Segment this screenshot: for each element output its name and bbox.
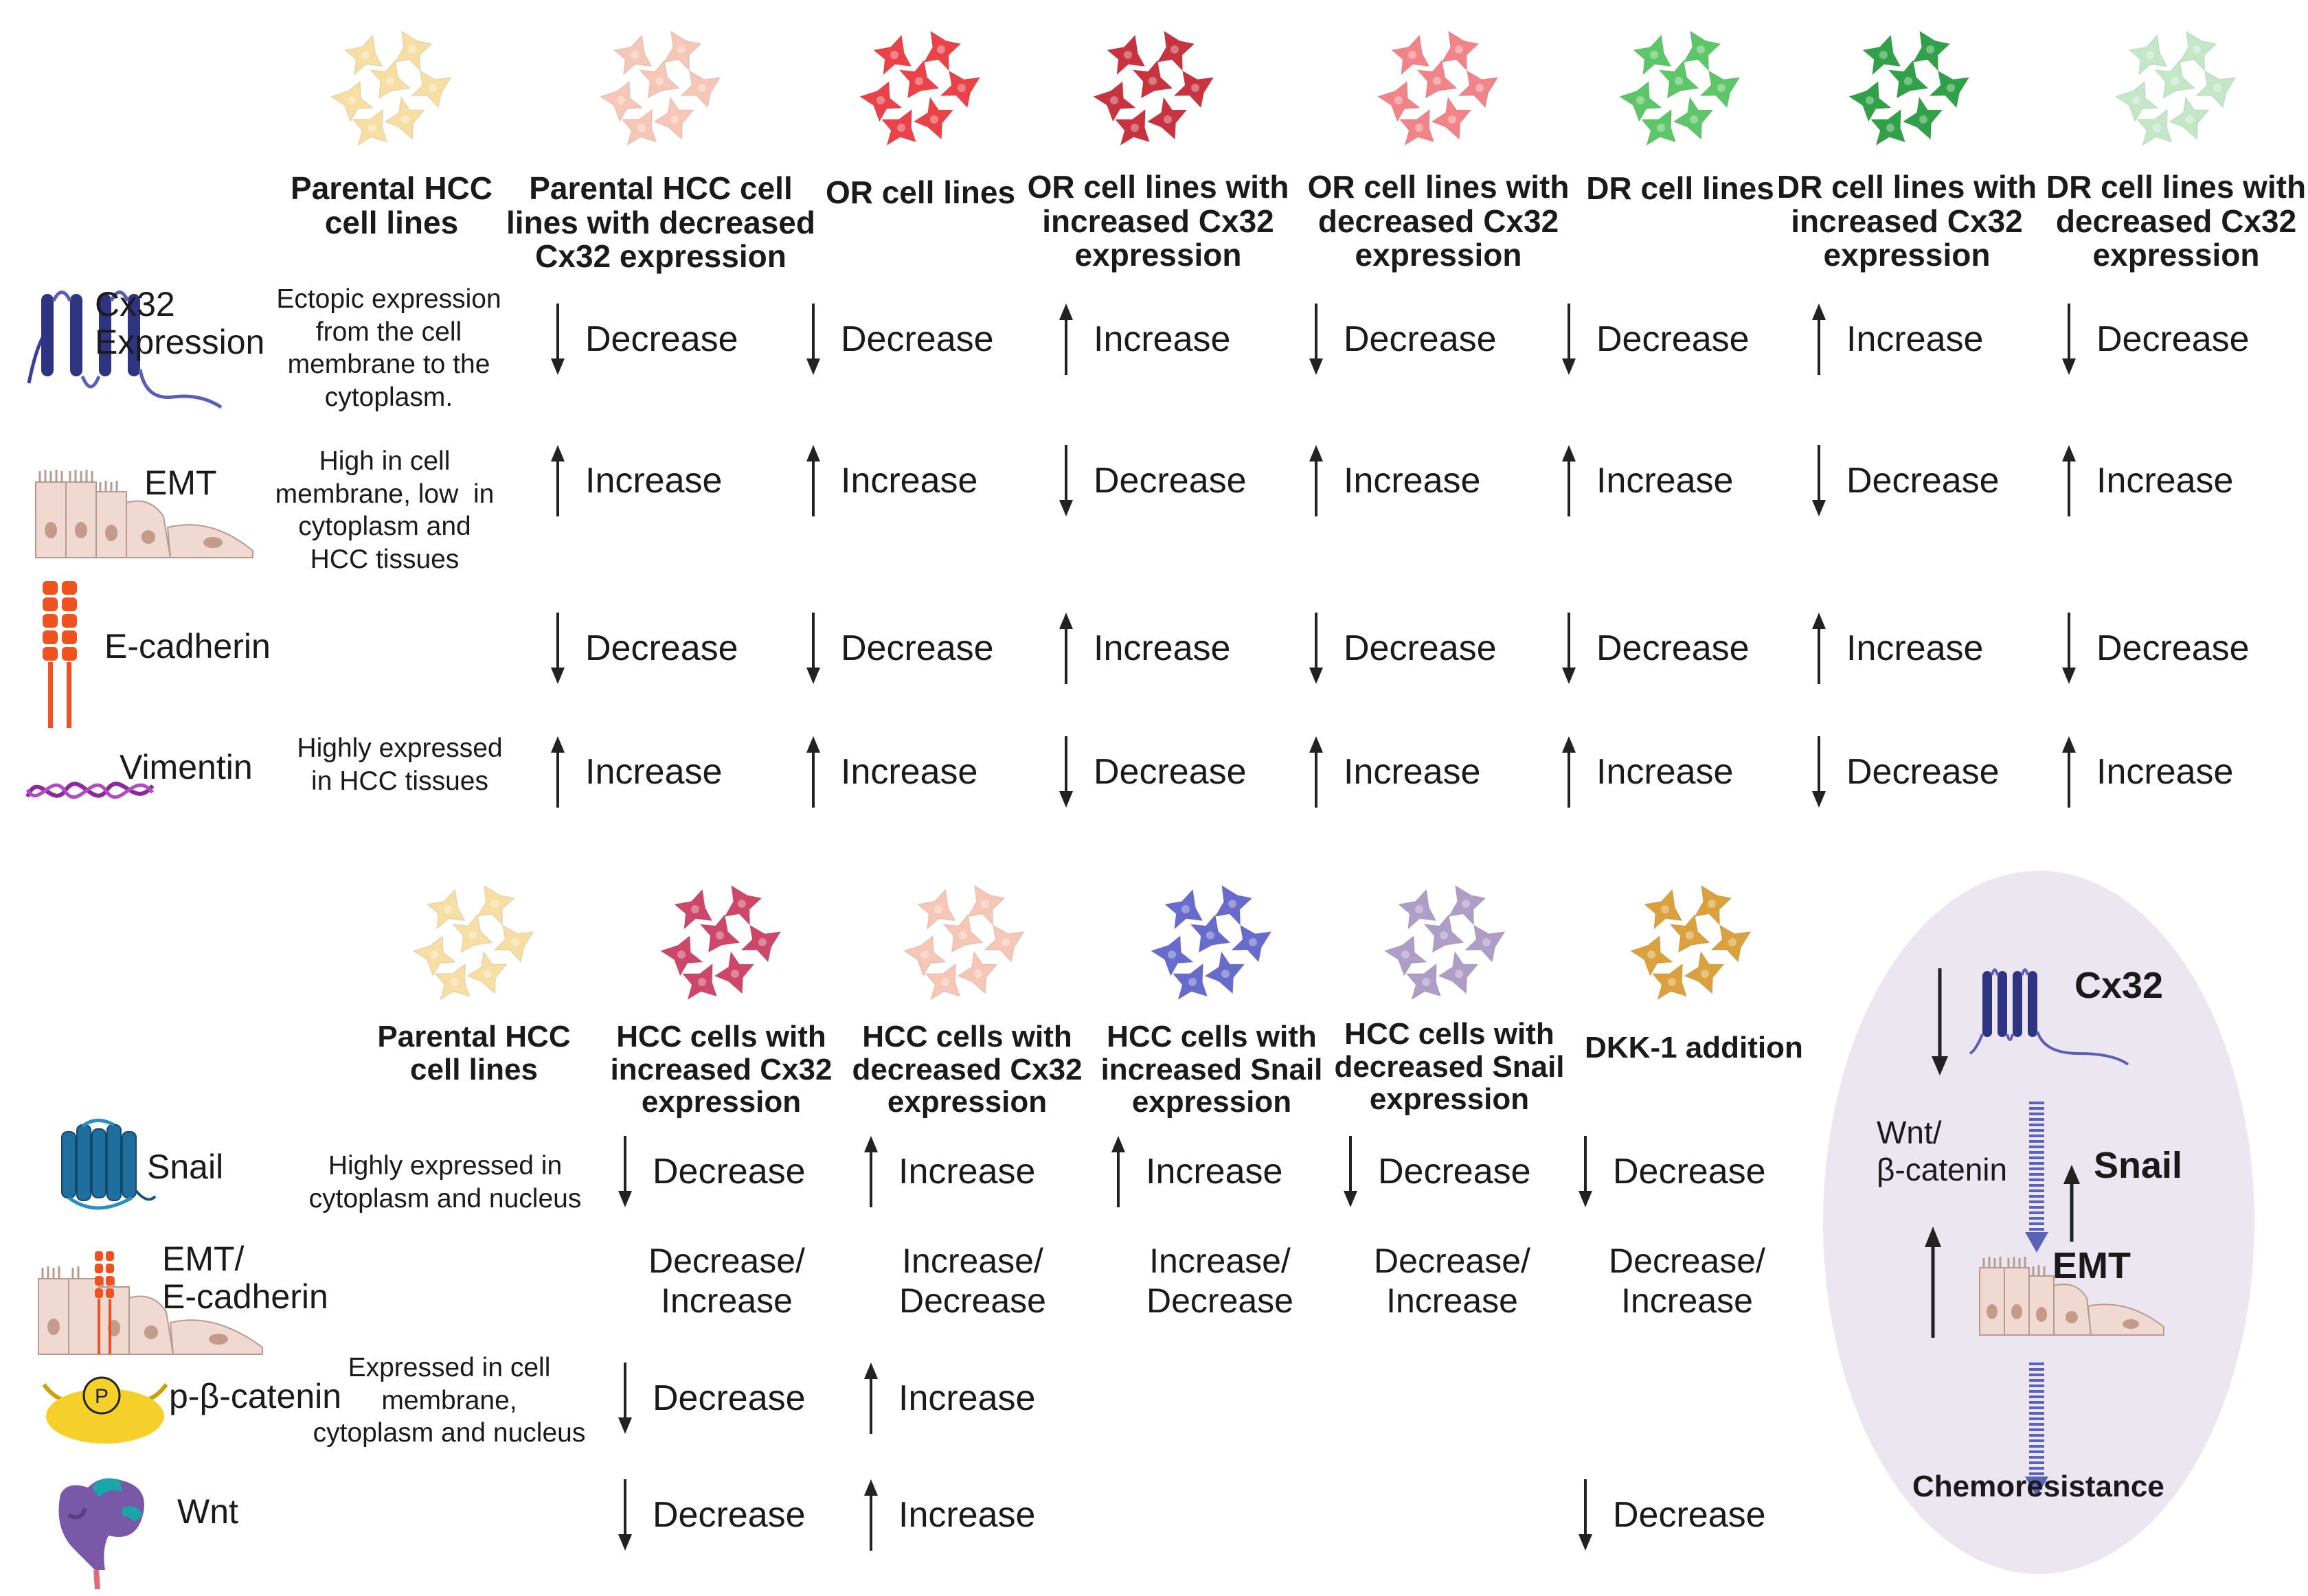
cell-cluster-bottom-2 <box>896 871 1033 1008</box>
bottom-header-increased-cx32: HCC cells with increased Cx32 expression <box>610 1020 833 1119</box>
bottom-header-increased-snail: HCC cells with increased Snail expression <box>1100 1020 1323 1119</box>
cell-cluster-top-3 <box>1085 16 1223 154</box>
bottom-cell-value: Decrease <box>653 1495 806 1535</box>
up-arrow-icon <box>805 735 822 809</box>
phospho-p-label: P <box>94 1385 109 1408</box>
down-arrow-icon <box>1577 1478 1594 1552</box>
up-arrow-icon <box>1308 444 1324 518</box>
cell-cluster-bottom-4 <box>1377 871 1514 1008</box>
bottom-cell-r3-c1 <box>863 1478 1035 1552</box>
top-header-parental-decreased-cx32: Parental HCC cell lines with decreased Cx32 expression <box>506 170 815 275</box>
top-cell-value: Increase <box>1344 461 1481 501</box>
up-arrow-icon <box>805 444 822 518</box>
top-cell-value: Decrease <box>585 628 738 668</box>
top-cell-value: Increase <box>585 752 723 792</box>
top-cell-r3-c2 <box>1058 735 1247 809</box>
down-arrow-icon <box>1058 735 1074 809</box>
bottom-cell-value: Decrease <box>1613 1495 1766 1535</box>
down-arrow-icon <box>1342 1135 1359 1209</box>
top-cell-r0-c1 <box>805 302 994 376</box>
top-cell-r0-c6 <box>2061 302 2250 376</box>
summary-snail: Snail <box>2094 1145 2183 1186</box>
top-cell-r3-c1 <box>805 735 977 809</box>
row-label-cx32-expression: Cx32 Expression <box>95 285 265 361</box>
cell-cluster-top-0 <box>323 16 460 154</box>
top-cell-r3-c4 <box>1561 735 1733 809</box>
top-header-dr-cell-lines: DR cell lines <box>1586 170 1774 206</box>
top-cell-value: Increase <box>1846 628 1984 668</box>
down-arrow-icon <box>805 302 822 376</box>
top-cell-r3-c0 <box>550 735 722 809</box>
bottom-cell-value: Decrease <box>1613 1152 1766 1192</box>
top-cell-r2-c5 <box>1811 611 1983 685</box>
bottom-header-decreased-snail: HCC cells with decreased Snail expression <box>1334 1017 1565 1117</box>
note-snail: Highly expressed in cytoplasm and nucleus <box>308 1151 582 1213</box>
top-cell-value: Decrease <box>2096 319 2250 359</box>
cell-cluster-bottom-0 <box>405 871 543 1008</box>
down-arrow-icon <box>2061 611 2077 685</box>
note-vimentin: Highly expressed in HCC tissues <box>297 733 503 796</box>
up-arrow-icon <box>1058 302 1074 376</box>
up-arrow-icon <box>1308 735 1324 809</box>
top-cell-r2-c3 <box>1308 611 1497 685</box>
wnt-protein-icon <box>54 1467 157 1591</box>
summary-emt: EMT <box>2052 1245 2131 1286</box>
row-label-emt-e-cadherin: EMT/ E-cadherin <box>162 1240 328 1316</box>
row-label-snail: Snail <box>147 1148 224 1186</box>
bottom-cell-r1-c2: Increase/ Decrease <box>1146 1242 1293 1320</box>
down-arrow-icon <box>1811 444 1827 518</box>
top-cell-value: Increase <box>1344 752 1481 792</box>
summary-cx32: Cx32 <box>2074 965 2164 1006</box>
note-cx32-expression: Ectopic expression from the cell membrane to the cytoplasm. <box>276 284 501 412</box>
bottom-cell-r1-c4: Decrease/ Increase <box>1609 1242 1765 1320</box>
cell-cluster-top-5 <box>1611 16 1749 154</box>
top-cell-value: Increase <box>2096 461 2234 501</box>
down-arrow-icon <box>617 1361 633 1435</box>
bottom-cell-r0-c4 <box>1577 1135 1766 1209</box>
bottom-cell-value: Increase <box>898 1378 1036 1418</box>
up-arrow-icon <box>863 1135 879 1209</box>
top-cell-r2-c0 <box>550 611 738 685</box>
top-cell-r1-c6 <box>2061 444 2233 518</box>
top-cell-value: Decrease <box>1094 461 1247 501</box>
up-arrow-icon <box>550 735 566 809</box>
top-cell-r1-c5 <box>1811 444 2000 518</box>
top-cell-r3-c5 <box>1811 735 2000 809</box>
down-arrow-icon <box>1561 302 1577 376</box>
top-cell-r1-c4 <box>1561 444 1733 518</box>
top-cell-r1-c3 <box>1308 444 1480 518</box>
down-arrow-icon <box>617 1478 633 1552</box>
bottom-cell-value: Increase <box>898 1152 1036 1192</box>
down-arrow-icon <box>550 611 566 685</box>
row-label-emt: EMT <box>144 464 217 502</box>
down-arrow-icon <box>2061 302 2077 376</box>
up-arrow-icon <box>863 1361 879 1435</box>
bottom-cell-value: Increase <box>1146 1152 1283 1192</box>
top-cell-r1-c2 <box>1058 444 1247 518</box>
bottom-cell-value: Decrease <box>653 1378 806 1418</box>
down-arrow-icon <box>1811 735 1827 809</box>
down-arrow-icon <box>1308 611 1324 685</box>
bottom-cell-value: Decrease <box>653 1152 806 1192</box>
top-cell-value: Decrease <box>1344 319 1497 359</box>
top-cell-r1-c1 <box>805 444 977 518</box>
note-emt: High in cell membrane, low in cytoplasm and HCC tissues <box>275 446 495 574</box>
top-cell-r2-c2 <box>1058 611 1230 685</box>
row-label-wnt: Wnt <box>177 1492 238 1531</box>
top-cell-r0-c3 <box>1308 302 1497 376</box>
bottom-cell-value: Increase <box>898 1495 1036 1535</box>
up-arrow-icon <box>1561 735 1577 809</box>
snail-protein-icon <box>55 1115 158 1218</box>
top-cell-r0-c0 <box>550 302 738 376</box>
up-arrow-icon <box>2061 444 2077 518</box>
down-arrow-icon <box>1577 1135 1594 1209</box>
top-cell-value: Increase <box>1094 628 1231 668</box>
bottom-header-parental: Parental HCC cell lines <box>377 1020 571 1086</box>
bottom-cell-r1-c1: Increase/ Decrease <box>899 1242 1046 1320</box>
e-cadherin-icon <box>38 581 87 728</box>
bottom-cell-r3-c0 <box>617 1478 806 1552</box>
cell-cluster-top-2 <box>852 16 989 154</box>
bottom-header-decreased-cx32: HCC cells with decreased Cx32 expression <box>852 1020 1083 1119</box>
up-arrow-icon <box>2061 735 2077 809</box>
summary-arrows <box>1823 871 2254 1574</box>
top-cell-value: Increase <box>841 752 978 792</box>
summary-wnt-beta-catenin: Wnt/ β-catenin <box>1877 1115 2008 1188</box>
up-arrow-icon <box>1811 611 1827 685</box>
top-cell-value: Decrease <box>841 628 994 668</box>
top-cell-value: Increase <box>585 461 723 501</box>
top-header-parental: Parental HCC cell lines <box>291 170 493 240</box>
top-cell-value: Decrease <box>1846 461 2000 501</box>
bottom-cell-r3-c4 <box>1577 1478 1766 1552</box>
bottom-cell-r0-c2 <box>1110 1135 1282 1209</box>
up-arrow-icon <box>1811 302 1827 376</box>
down-arrow-icon <box>1561 611 1577 685</box>
top-cell-r1-c0 <box>550 444 722 518</box>
top-cell-value: Increase <box>1596 461 1734 501</box>
bottom-cell-r1-c3: Decrease/ Increase <box>1374 1242 1530 1320</box>
top-cell-value: Decrease <box>841 319 994 359</box>
down-arrow-icon <box>550 302 566 376</box>
top-cell-value: Decrease <box>1344 628 1497 668</box>
bottom-cell-r0-c0 <box>617 1135 806 1209</box>
cell-cluster-top-1 <box>592 16 729 154</box>
row-label-e-cadherin: E-cadherin <box>104 627 271 665</box>
bottom-cell-r1-c0: Decrease/ Increase <box>648 1242 805 1320</box>
up-arrow-icon <box>1058 611 1074 685</box>
top-cell-r2-c4 <box>1561 611 1750 685</box>
top-header-dr-increased-cx32: DR cell lines with increased Cx32 expression <box>1776 169 2037 273</box>
top-cell-r3-c6 <box>2061 735 2233 809</box>
bottom-cell-value: Decrease <box>1378 1152 1531 1192</box>
top-header-or-increased-cx32: OR cell lines with increased Cx32 expression <box>1027 169 1289 273</box>
top-cell-value: Decrease <box>1596 319 1750 359</box>
p-beta-catenin-icon <box>40 1371 170 1446</box>
top-header-dr-decreased-cx32: DR cell lines with decreased Cx32 expression <box>2046 169 2307 273</box>
row-label-vimentin: Vimentin <box>120 748 253 786</box>
bottom-cell-r0-c3 <box>1342 1135 1531 1209</box>
top-cell-r0-c4 <box>1561 302 1750 376</box>
top-cell-value: Increase <box>1596 752 1734 792</box>
note-p-beta-catenin: Expressed in cell membrane, cytoplasm and nucleus <box>313 1353 586 1448</box>
cell-cluster-bottom-5 <box>1622 871 1760 1008</box>
cell-cluster-top-7 <box>2107 16 2245 154</box>
top-cell-value: Decrease <box>585 319 738 359</box>
top-cell-value: Decrease <box>1596 628 1750 668</box>
top-cell-value: Increase <box>841 461 978 501</box>
top-cell-value: Decrease <box>1846 752 2000 792</box>
cell-cluster-top-6 <box>1841 16 1978 154</box>
up-arrow-icon <box>863 1478 879 1552</box>
top-cell-value: Decrease <box>2096 628 2250 668</box>
bottom-cell-r2-c0 <box>617 1361 806 1435</box>
top-header-or-decreased-cx32: OR cell lines with decreased Cx32 expression <box>1307 169 1570 273</box>
down-arrow-icon <box>1308 302 1324 376</box>
top-cell-r2-c6 <box>2061 611 2250 685</box>
up-arrow-icon <box>1110 1135 1127 1209</box>
top-cell-r0-c2 <box>1058 302 1230 376</box>
cell-cluster-top-4 <box>1370 16 1507 154</box>
top-cell-value: Increase <box>1846 319 1984 359</box>
up-arrow-icon <box>1561 444 1577 518</box>
cell-cluster-bottom-1 <box>653 871 790 1008</box>
bottom-cell-r0-c1 <box>863 1135 1035 1209</box>
top-cell-value: Increase <box>1094 319 1231 359</box>
cell-cluster-bottom-3 <box>1143 871 1280 1008</box>
top-cell-r2-c1 <box>805 611 994 685</box>
top-cell-value: Decrease <box>1094 752 1247 792</box>
top-cell-value: Increase <box>2096 752 2234 792</box>
bottom-header-dkk1: DKK-1 addition <box>1585 1031 1803 1064</box>
down-arrow-icon <box>805 611 822 685</box>
row-label-p-beta-catenin: p-β-catenin <box>169 1377 342 1415</box>
down-arrow-icon <box>617 1135 633 1209</box>
down-arrow-icon <box>1058 444 1074 518</box>
top-cell-r0-c5 <box>1811 302 1983 376</box>
up-arrow-icon <box>550 444 566 518</box>
top-cell-r3-c3 <box>1308 735 1480 809</box>
bottom-cell-r2-c1 <box>863 1361 1035 1435</box>
top-header-or-cell-lines: OR cell lines <box>825 174 1016 210</box>
summary-chemoresistance: Chemoresistance <box>1912 1470 2164 1503</box>
